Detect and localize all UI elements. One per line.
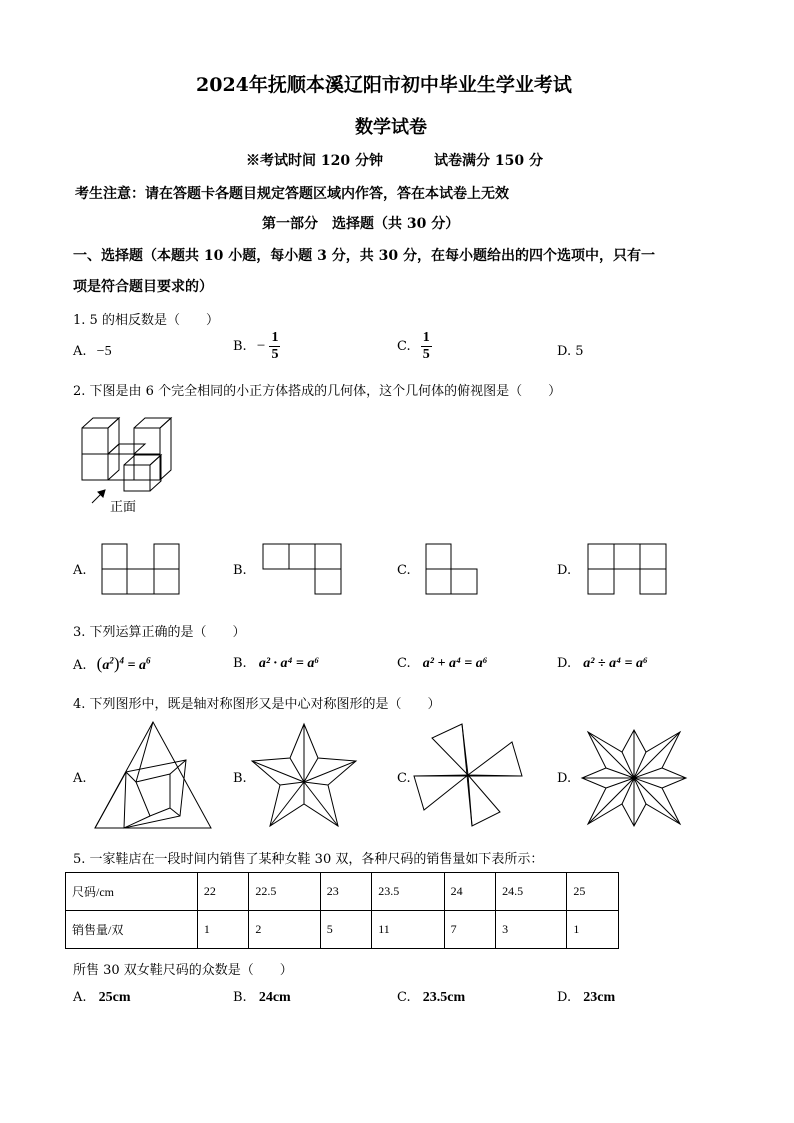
option-label: A. <box>73 344 87 359</box>
option-expression: a² + a⁴ = a⁶ <box>422 656 488 671</box>
table-cell: 23.5 <box>372 873 444 911</box>
table-cell: 11 <box>372 911 444 949</box>
option-label: C. <box>397 656 411 671</box>
option-label: A. <box>73 658 87 673</box>
q5-option-d[interactable] <box>557 990 615 1006</box>
denominator: 5 <box>271 347 279 362</box>
option-value: 23cm <box>583 990 616 1005</box>
q4-option-c[interactable]: C. <box>397 771 411 786</box>
q5-stem: 5. 一家鞋店在一段时间内销售了某种女鞋 30 双，各种尺码的销售量如下表所示： <box>73 852 544 867</box>
table-row-header: 尺码/cm <box>66 873 198 911</box>
q1-stem: 1. 5 的相反数是（ ） <box>73 313 219 328</box>
q2-stem: 2. 下图是由 6 个完全相同的小正方体搭成的几何体，这个几何体的俯视图是（ ） <box>73 384 562 399</box>
time-note: ※考试时间 120 分钟 <box>246 153 383 169</box>
table-cell: 24 <box>444 873 496 911</box>
numerator: 1 <box>422 330 430 345</box>
front-label: 正面 <box>110 500 137 515</box>
notice: 考生注意：请在答题卡各题目规定答题区域内作答，答在本试卷上无效 <box>75 186 509 202</box>
option-expression: a² ÷ a⁴ = a⁶ <box>583 656 648 671</box>
option-value: 24cm <box>258 990 291 1005</box>
shoe-size-table <box>65 872 619 949</box>
exam-subject: 数学试卷 <box>355 117 427 138</box>
q5-option-c[interactable] <box>397 990 465 1006</box>
option-label: D. <box>557 656 572 671</box>
part-title: 第一部分 选择题（共 30 分） <box>262 216 460 232</box>
section-heading-line2: 项是符合题目要求的） <box>73 279 213 295</box>
table-row <box>66 873 619 911</box>
table-cell: 1 <box>567 911 619 949</box>
q2-option-d[interactable]: D. <box>557 563 572 578</box>
table-cell: 23 <box>320 873 372 911</box>
section-heading-line1: 一、选择题（本题共 10 小题，每小题 3 分，共 30 分，在每小题给出的四个选项中，只有一 <box>73 248 655 264</box>
numerator: 1 <box>271 330 279 345</box>
option-label: B. <box>233 656 247 671</box>
option-value: 25cm <box>98 990 131 1005</box>
table-cell: 3 <box>496 911 567 949</box>
table-cell: 1 <box>197 911 249 949</box>
q2-option-b[interactable]: B. <box>233 563 247 578</box>
option-expression: a² · a⁴ = a⁶ <box>258 656 320 671</box>
score-note: 试卷满分 150 分 <box>434 153 543 169</box>
option-label: C. <box>397 339 411 354</box>
option-label: B. <box>233 990 247 1005</box>
exam-title: 2024年抚顺本溪辽阳市初中毕业生学业考试 <box>196 74 572 96</box>
q2-option-a[interactable]: A. <box>73 563 87 578</box>
q5-question: 所售 30 双女鞋尺码的众数是（ ） <box>73 963 293 978</box>
option-value: −5 <box>96 344 112 359</box>
table-cell: 5 <box>320 911 372 949</box>
option-value: 23.5cm <box>422 990 466 1005</box>
table-row <box>66 911 619 949</box>
table-cell: 7 <box>444 911 496 949</box>
q4-option-a[interactable]: A. <box>73 771 87 786</box>
option-label: A. <box>73 990 87 1005</box>
q4-option-d[interactable]: D. <box>557 771 572 786</box>
table-cell: 24.5 <box>496 873 567 911</box>
denominator: 5 <box>422 347 430 362</box>
table-row-header: 销售量/双 <box>66 911 198 949</box>
option-expression: $(a^2)^4 = a^6$ <box>96 654 151 673</box>
minus-sign: − <box>256 338 266 354</box>
q2-option-c[interactable]: C. <box>397 563 411 578</box>
q1-option-d[interactable]: D. 5 <box>557 344 584 359</box>
table-cell: 25 <box>567 873 619 911</box>
table-cell: 22.5 <box>249 873 320 911</box>
option-label: C. <box>397 990 411 1005</box>
option-label: D. <box>557 990 572 1005</box>
q3-stem: 3. 下列运算正确的是（ ） <box>73 625 246 640</box>
option-label: B. <box>233 339 247 354</box>
q4-stem: 4. 下列图形中，既是轴对称图形又是中心对称图形的是（ ） <box>73 697 441 712</box>
q5-option-a[interactable] <box>73 990 131 1006</box>
q5-option-b[interactable] <box>233 990 291 1006</box>
table-cell: 22 <box>197 873 249 911</box>
q4-option-b[interactable]: B. <box>233 771 247 786</box>
table-cell: 2 <box>249 911 320 949</box>
